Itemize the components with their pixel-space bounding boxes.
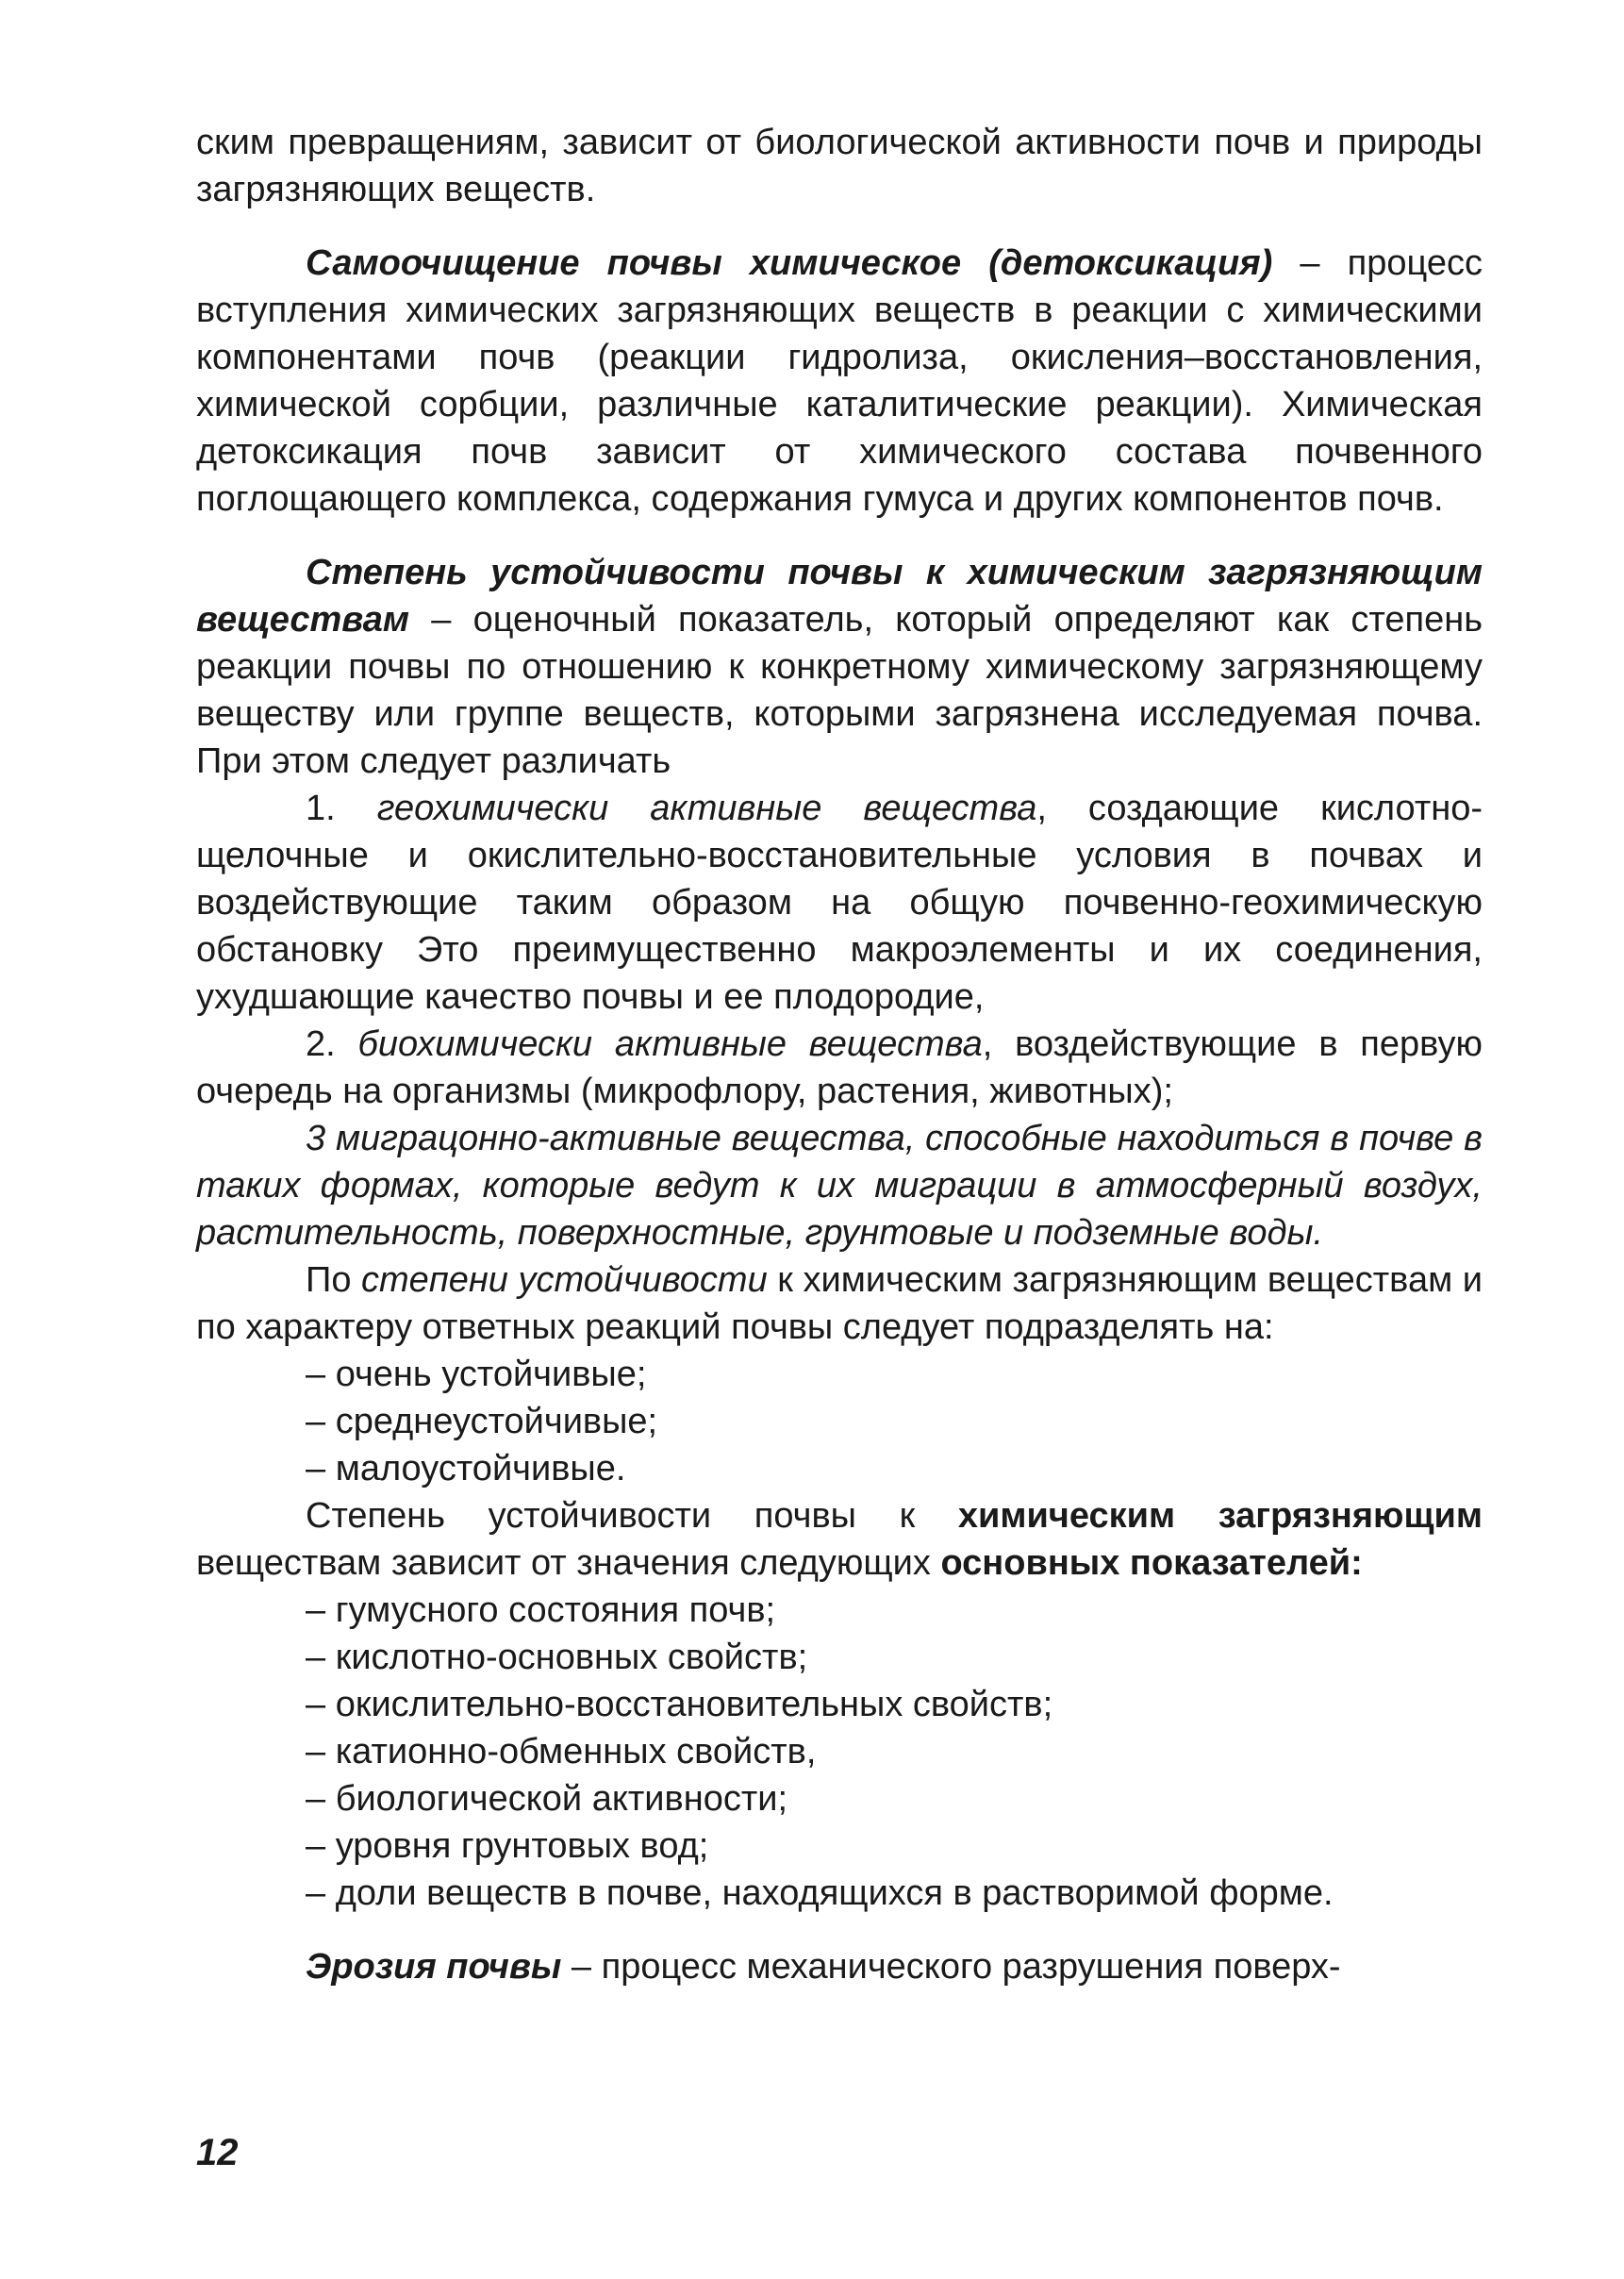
paragraph-indicators bbox=[196, 1492, 1483, 1587]
list-item: – биологической активности; bbox=[306, 1779, 788, 1819]
paragraph-erosion bbox=[196, 1943, 1483, 1990]
body-text bbox=[196, 119, 1483, 1990]
item-number: 3 bbox=[306, 1119, 337, 1158]
definition-text: – оценочный показатель, который определяют как степень реакции почвы по отношению к конкретному химическому загрязняющему веществу или группе веществ, которыми загрязнена исследуемая почва. При этом следует различать bbox=[196, 600, 1483, 781]
text-run: Степень устойчивости почвы к bbox=[306, 1496, 958, 1536]
list-item: – среднеустойчивые; bbox=[306, 1402, 658, 1441]
list-item: – доли веществ в почве, находящихся в растворимой форме. bbox=[306, 1873, 1334, 1913]
list-item: – очень устойчивые; bbox=[306, 1355, 647, 1394]
text-run: По bbox=[306, 1260, 362, 1300]
stability-list bbox=[196, 1351, 1483, 1492]
paragraph-stability-degree bbox=[196, 549, 1483, 785]
bold-run: основных показателей: bbox=[940, 1543, 1363, 1583]
bold-run: химическим загрязняющим bbox=[957, 1496, 1483, 1536]
item-term: миграцонно-активные вещества bbox=[336, 1119, 905, 1158]
term-erosion: Эрозия почвы bbox=[306, 1947, 562, 1987]
page-number: 12 bbox=[196, 2132, 239, 2173]
list-item: – кислотно-основных свойств; bbox=[306, 1638, 808, 1677]
paragraph-classification bbox=[196, 1256, 1483, 1351]
item-term: биохимически активные вещества bbox=[357, 1024, 983, 1064]
list-item: – малоустойчивые. bbox=[306, 1449, 626, 1489]
item-number: 1. bbox=[306, 789, 377, 828]
paragraph-chemical-self-cleaning bbox=[196, 240, 1483, 523]
item-text: , способные находиться в почве в таких формах, которые ведут к их миграции в атмосферный воздух, растительность, поверхностные, грунтовые и подземные воды. bbox=[196, 1119, 1483, 1253]
list-item: – катионно-обменных свойств, bbox=[306, 1732, 817, 1772]
list-item: – гумусного состояния почв; bbox=[306, 1590, 776, 1630]
list-item: – уровня грунтовых вод; bbox=[306, 1826, 709, 1866]
text-run: к химическим загрязняющим веществам и по характеру ответных реакций почвы следует подразделять на: bbox=[196, 1260, 1483, 1347]
item-term: геохимически активные вещества bbox=[376, 789, 1037, 828]
item-text: , создающие кислотно-щелочные и окислительно-восстановительные условия в почвах и воздействующие таким образом на общую почвенно-геохимическую обстановку Это преимущественно макроэлементы и их соединения, ухудшающие качество почвы и ее плодородие, bbox=[196, 789, 1483, 1017]
numbered-item bbox=[196, 785, 1483, 1021]
emphasis-term: степени устойчивости bbox=[361, 1260, 768, 1300]
indicators-list bbox=[196, 1587, 1483, 1917]
numbered-item bbox=[196, 1115, 1483, 1256]
definition-text: – процесс механического разрушения поверх- bbox=[561, 1947, 1341, 1987]
term-chemical-self-cleaning: Самоочищение почвы химическое (детоксикация) bbox=[306, 243, 1273, 283]
text-run: веществам зависит от значения следующих bbox=[196, 1543, 941, 1583]
term-stability-degree: Степень устойчивости почвы к химическим загрязняющим веществам bbox=[196, 553, 1483, 640]
definition-text: – процесс вступления химических загрязняющих веществ в реакции с химическими компонентами почв (реакции гидролиза, окисления–восстановления, химической сорбции, различные каталитические реакции). Химическая детоксикация почв зависит от химического состава почвенного поглощающего комплекса, содержания гумуса и других компонентов почв. bbox=[196, 243, 1483, 519]
numbered-item bbox=[196, 1021, 1483, 1115]
item-text: , воздействующие в первую очередь на организмы (микрофлору, растения, животных); bbox=[196, 1024, 1483, 1111]
paragraph-intro: ским превращениям, зависит от биологической активности почв и природы загрязняющих веществ. bbox=[196, 123, 1483, 209]
item-number: 2. bbox=[306, 1024, 358, 1064]
list-item: – окислительно-восстановительных свойств; bbox=[306, 1685, 1053, 1724]
